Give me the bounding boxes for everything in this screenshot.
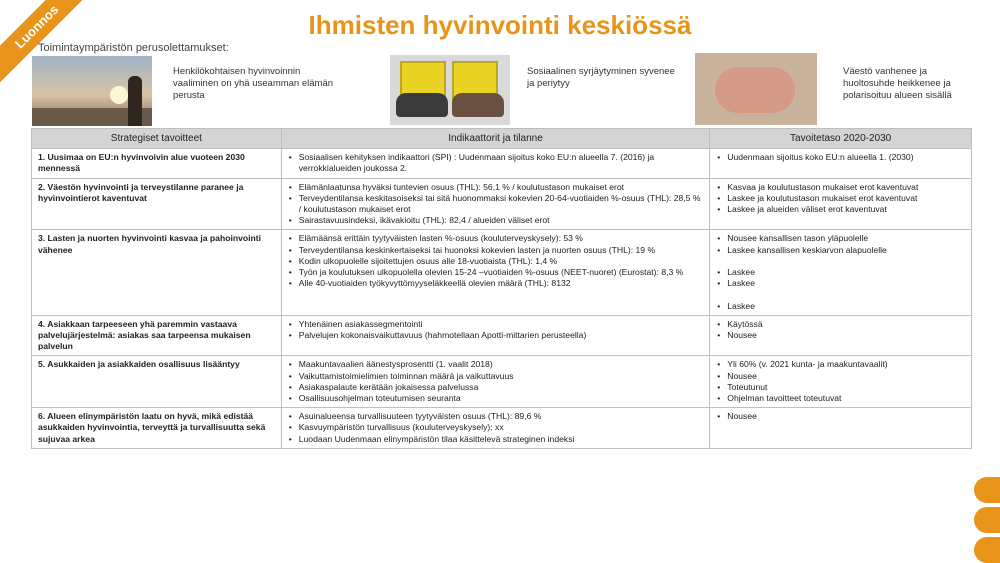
indicator-item: • Luodaan Uudenmaan elinympäristön tilaa käsittelevä strateginen indeksi	[288, 434, 704, 445]
target-item: • Laskee	[716, 301, 965, 312]
elderly-hands-photo	[695, 53, 817, 125]
target-item: • Kasvaa ja koulutustason mukaiset erot kaventuvat	[716, 182, 965, 193]
indicator-item: • Kasvuympäristön turvallisuus (kouluterveyskysely): xx	[288, 422, 704, 433]
page-title: Ihmisten hyvinvointi keskiössä	[308, 10, 692, 40]
table-row	[32, 149, 972, 178]
header-indicators: Indikaattorit ja tilanne	[281, 129, 710, 149]
target-cell	[710, 178, 972, 230]
target-item: • Laskee	[716, 278, 965, 289]
indicator-item: • Palvelujen kokonaisvaikuttavuus (hahmotellaan Apotti-mittarien perusteella)	[288, 330, 704, 341]
target-cell	[710, 230, 972, 315]
table-header-row	[32, 129, 972, 149]
indicator-item: • Elämäänsä erittäin tyytyväisten lasten %-osuus (kouluterveyskysely): 53 %	[288, 233, 704, 244]
decorative-shapes	[972, 473, 1000, 563]
goal-cell: 2. Väestön hyvinvointi ja terveystilanne paranee ja hyvinvointierot kaventuvat	[32, 178, 282, 230]
indicator-item: • Kodin ulkopuolelle sijoitettujen osuus alle 18-vuotiaista (THL): 1,4 %	[288, 256, 704, 267]
indicator-item: • Osallisuusohjelman toteutumisen seuranta	[288, 393, 704, 404]
header-targets: Tavoitetaso 2020-2030	[710, 129, 972, 149]
caption-exclusion: Sosiaalinen syrjäytyminen syvenee ja periytyy	[527, 66, 675, 89]
target-item: • Nousee kansallisen tason yläpuolelle	[716, 233, 965, 244]
indicator-item: • Terveydentilansa keskitasoiseksi tai sitä huonommaksi kokevien 20-64-vuotiaiden %-osuus (THL): 28,5 % / koulutustason mukaiset erot	[288, 193, 704, 215]
target-item: • Toteutunut	[716, 382, 965, 393]
goal-cell: 4. Asiakkaan tarpeeseen yhä paremmin vastaava palvelujärjestelmä: asiakas saa tarpeensa mukaisen palvelun	[32, 315, 282, 356]
target-item	[716, 289, 965, 300]
caption-aging: Väestö vanhenee ja huoltosuhde heikkenee ja polarisoituu alueen sisällä	[843, 66, 952, 101]
indicator-cell	[281, 315, 710, 356]
table-row	[32, 178, 972, 230]
target-cell	[710, 408, 972, 449]
target-item: • Laskee ja alueiden väliset erot kaventuvat	[716, 204, 965, 215]
table-row	[32, 408, 972, 449]
table-row	[32, 230, 972, 315]
goal-cell: 5. Asukkaiden ja asiakkaiden osallisuus lisääntyy	[32, 356, 282, 408]
draft-ribbon: Luonnos	[0, 0, 99, 89]
target-cell	[710, 149, 972, 178]
assumptions-subtitle: Toimintaympäristön perusolettamukset:	[38, 42, 229, 54]
indicator-item: • Yhtenäinen asiakassegmentointi	[288, 319, 704, 330]
target-item: • Ohjelman tavoitteet toteutuvat	[716, 393, 965, 404]
target-cell	[710, 315, 972, 356]
indicator-item: • Elämänlaatunsa hyväksi tuntevien osuus (THL): 56,1 % / koulutustason mukaiset erot	[288, 182, 704, 193]
table-row	[32, 356, 972, 408]
target-item: • Laskee kansallisen keskiarvon alapuolelle	[716, 245, 965, 256]
goal-cell: 1. Uusimaa on EU:n hyvinvoivin alue vuoteen 2030 mennessä	[32, 149, 282, 178]
goal-cell: 6. Alueen elinympäristön laatu on hyvä, mikä edistää asukkaiden hyvinvointia, terveyttä ja turvallisuutta sekä sujuvaa arkea	[32, 408, 282, 449]
indicator-cell	[281, 408, 710, 449]
target-item: • Uudenmaan sijoitus koko EU:n alueella 1. (2030)	[716, 152, 965, 163]
indicator-item: • Sosiaalisen kehityksen indikaattori (SPI) : Uudenmaan sijoitus koko EU:n alueella 7. (2016) ja verrokkialueiden joukossa 2.	[288, 152, 704, 174]
target-item: • Käytössä	[716, 319, 965, 330]
target-item: • Laskee ja koulutustason mukaiset erot kaventuvat	[716, 193, 965, 204]
indicator-item: • Asuinalueensa turvallisuuteen tyytyväisten osuus (THL): 89,6 %	[288, 411, 704, 422]
indicator-item: • Maakuntavaalien äänestysprosentti (1. vaalit 2018)	[288, 359, 704, 370]
target-item: • Nousee	[716, 330, 965, 341]
indicator-cell	[281, 356, 710, 408]
indicator-cell	[281, 230, 710, 315]
indicator-item: • Alle 40-vuotiaiden työkyvyttömyyseläkkeellä olevien määrä (THL): 8132	[288, 278, 704, 289]
table-row	[32, 315, 972, 356]
target-item: • Laskee	[716, 267, 965, 278]
target-item	[716, 256, 965, 267]
caption-wellbeing: Henkilökohtaisen hyvinvoinnin vaaliminen on yhä useamman elämän perusta	[173, 66, 334, 101]
indicator-item: • Asiakaspalaute kerätään jokaisessa palvelussa	[288, 382, 704, 393]
indicator-cell	[281, 178, 710, 230]
indicator-item: • Vaikuttamistoimielimien toiminnan määrä ja vaikuttavuus	[288, 371, 704, 382]
header-goals: Strategiset tavoitteet	[32, 129, 282, 149]
target-item: • Yli 60% (v. 2021 kunta- ja maakuntavaalit)	[716, 359, 965, 370]
indicator-cell	[281, 149, 710, 178]
garage-cars-photo	[390, 55, 510, 125]
indicator-item: • Terveydentilansa keskinkertaiseksi tai huonoksi kokevien lasten ja nuorten osuus (THL): 19 %	[288, 245, 704, 256]
target-item: • Nousee	[716, 371, 965, 382]
indicator-item: • Työn ja koulutuksen ulkopuolella olevien 15-24 –vuotiaiden %-osuus (NEET-nuoret) (Eurostat): 8,3 %	[288, 267, 704, 278]
sunset-person-photo	[32, 56, 152, 126]
indicator-item: • Sairastavuusindeksi, ikävakioitu (THL): 82,4 / alueiden väliset erot	[288, 215, 704, 226]
target-cell	[710, 356, 972, 408]
target-item: • Nousee	[716, 411, 965, 422]
goals-table	[31, 128, 972, 449]
goal-cell: 3. Lasten ja nuorten hyvinvointi kasvaa ja pahoinvointi vähenee	[32, 230, 282, 315]
